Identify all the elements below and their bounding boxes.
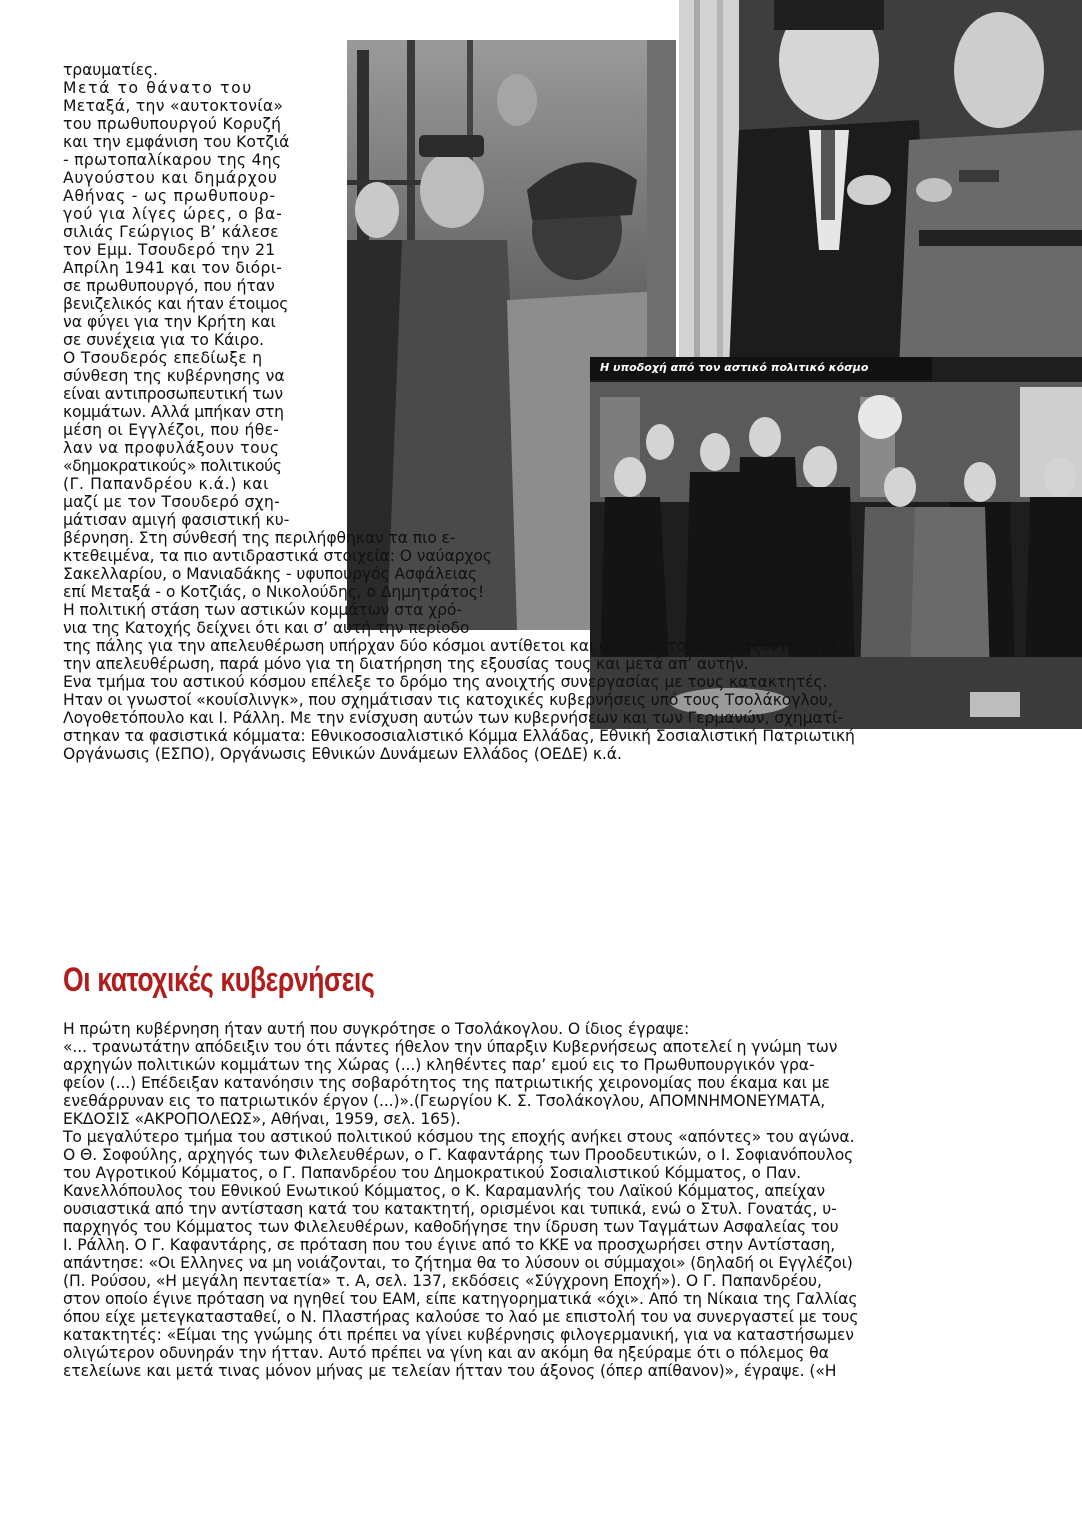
column-line: σε συνέχεια για το Κάιρο.: [63, 331, 265, 349]
body-line: Ο Θ. Σοφούλης, αρχηγός των Φιλελευθέρων, ο Γ. Καφαντάρης των Προοδευτικών, ο Ι. Σοφιανόπουλος: [63, 1146, 854, 1164]
column-line: λαν να προφυλάξουν τους: [63, 439, 280, 457]
column-line: κομμάτων. Αλλά μπήκαν στη: [63, 403, 284, 421]
mid-line: Η πολιτική στάση των αστικών κομμάτων στα χρό-: [63, 601, 462, 619]
body-line: στον οποίο έγινε πρόταση να ηγηθεί του ΕΑΜ, είπε κατηγορηματικά «όχι». Από τη Νίκαια της Γαλλίας: [63, 1290, 858, 1308]
column-line: μαζί με τον Τσουδερό σχη-: [63, 493, 281, 511]
body-line: παρχηγός του Κόμματος των Φιλελευθέρων, καθοδήγησε την ίδρυση των Ταγμάτων Ασφαλείας του: [63, 1218, 839, 1236]
mid-line: επί Μεταξά - ο Κοτζιάς, ο Νικολούδης, ο Δημητράτος!: [63, 583, 484, 601]
body-line: φείον (...) Επέδειξαν κατανόησιν της σοβαρότητος της πατριωτικής χειρονομίας που έκαμα και με: [63, 1074, 830, 1092]
column-line: του πρωθυπουργού Κορυζή: [63, 115, 282, 133]
body-line: ετελείωνε και μετά τινας μόνον μήνας με τελείαν ήτταν του άξονος (όπερ απίθανον)», έγραψε. («Η: [63, 1362, 837, 1380]
column-line: είναι αντιπροσωπευτική των: [63, 385, 283, 403]
column-line: Αθήνας - ως πρωθυπουρ-: [63, 187, 276, 205]
body-line: στηκαν τα φασιστικά κόμματα: Εθνικοσοσιαλιστικό Κόμμα Ελλάδας, Εθνική Σοσιαλιστική Πατριωτική: [63, 727, 855, 745]
mid-line: Σακελλαρίου, ο Μανιαδάκης - υφυπουργός Ασφάλειας: [63, 565, 477, 583]
body-line: Ενα τμήμα του αστικού κόσμου επέλεξε το δρόμο της ανοιχτής συνεργασίας με τους κατακτητές.: [63, 673, 828, 691]
body-line: Η πρώτη κυβέρνηση ήταν αυτή που συγκρότησε ο Τσολάκογλου. Ο ίδιος έγραψε:: [63, 1020, 690, 1038]
body-line: ενεθάρρυναν εις το πατριωτικόν έργον (...)».(Γεωργίου Κ. Σ. Τσολάκογλου, ΑΠΟΜΝΗΜΟΝΕΥΜΑΤΑ,: [63, 1092, 826, 1110]
body-line: κατακτητές: «Είμαι της γνώμης ότι πρέπει να γίνει κυβέρνησις φιλογερμανική, για να καταστήσωμεν: [63, 1326, 854, 1344]
column-line: μάτισαν αμιγή φασιστική κυ-: [63, 511, 290, 529]
section-heading: Οι κατοχικές κυβερνήσεις: [63, 961, 375, 999]
column-line: τον Εμμ. Τσουδερό την 21: [63, 241, 276, 259]
body-line: όπου είχε μετεγκατασταθεί, ο Ν. Πλαστήρας καλούσε το λαό με επιστολή του να συνεργαστεί με τους: [63, 1308, 859, 1326]
column-line: Απρίλη 1941 και τον διόρι-: [63, 259, 283, 277]
body-line: ολιγώτερον οδυνηράν την ήτταν. Αυτό πρέπει να γίνη και αν ακόμη θα ηξεύραμε ότι ο πόλεμος θα: [63, 1344, 829, 1362]
photo-caption-bar: [590, 357, 932, 380]
body-line: Λογοθετόπουλο και Ι. Ράλλη. Με την ενίσχυση αυτών των κυβερνήσεων και των Γερμανών, σχηματί-: [63, 709, 843, 727]
photo-two-men-laughing-image: [679, 0, 1082, 370]
column-line: Μετά το θάνατο του: [63, 79, 253, 97]
column-line: βενιζελικός και ήταν έτοιμος: [63, 295, 289, 313]
body-line: Ι. Ράλλη. Ο Γ. Καφαντάρης, σε πρόταση που του έγινε από το ΚΚΕ να προσχωρήσει στην Αντίσταση,: [63, 1236, 836, 1254]
column-line: σιλιάς Γεώργιος Β’ κάλεσε: [63, 223, 279, 241]
body-line: Οργάνωσις (ΕΣΠΟ), Οργάνωσις Εθνικών Δυνάμεων Ελλάδος (ΟΕΔΕ) κ.ά.: [63, 745, 622, 763]
column-line: Μεταξά, την «αυτοκτονία»: [63, 97, 284, 115]
body-line: την απελευθέρωση, παρά μόνο για τη διατήρηση της εξουσίας τους και μετά απ’ αυτήν.: [63, 655, 749, 673]
body-line: ουσιαστικά από την αντίσταση κατά του κατακτητή, ορισμένοι και τυπικά, ενώ ο Στυλ. Γονατάς, υ-: [63, 1200, 837, 1218]
photo-two-men-laughing: [676, 0, 1082, 373]
body-line: Ηταν οι γνωστοί «κουίσλινγκ», που σχημάτισαν τις κατοχικές κυβερνήσεις υπό τους Τσολάκογλου,: [63, 691, 833, 709]
body-line: «... τρανωτάτην απόδειξιν του ότι πάντες ήθελον την ύπαρξιν Κυβερνήσεως αποτελεί η γνώμη των: [63, 1038, 838, 1056]
mid-line: κτεθειμένα, τα πιο αντιδραστικά στοιχεία: Ο ναύαρχος: [63, 547, 492, 565]
body-line: Κανελλόπουλος του Εθνικού Ενωτικού Κόμματος, ο Κ. Καραμανλής του Λαϊκού Κόμματος, απείχαν: [63, 1182, 825, 1200]
mid-line: νια της Κατοχής δείχνει ότι και σ’ αυτή την περίοδο: [63, 619, 470, 637]
column-line: (Γ. Παπανδρέου κ.ά.) και: [63, 475, 270, 493]
column-line: Ο Τσουδερός επεδίωξε η: [63, 349, 263, 367]
body-line: Το μεγαλύτερο τμήμα του αστικού πολιτικού κόσμου της εποχής ανήκει στους «απόντες» του αγώνα.: [63, 1128, 855, 1146]
column-line: μέση οι Εγγλέζοι, που ήθε-: [63, 421, 280, 439]
column-line: Αυγούστου και δημάρχου: [63, 169, 278, 187]
column-line: σύνθεση της κυβέρνησης να: [63, 367, 285, 385]
column-line: να φύγει για την Κρήτη και: [63, 313, 276, 331]
body-line: απάντησε: «Οι Ελληνες να μη νοιάζονται, το ζήτημα θα το λύσουν οι σύμμαχοι» (δηλαδή οι Εγγλέζοι): [63, 1254, 853, 1272]
column-line: - πρωτοπαλίκαρου της 4ης: [63, 151, 282, 169]
column-line: γού για λίγες ώρες, ο βα-: [63, 205, 283, 223]
body-line: του Αγροτικού Κόμματος, ο Γ. Παπανδρέου του Δημοκρατικού Σοσιαλιστικού Κόμματος, ο Παν.: [63, 1164, 801, 1182]
column-line: και την εμφάνιση του Κοτζιά: [63, 133, 290, 151]
column-line: «δημοκρατικούς» πολιτικούς: [63, 457, 282, 475]
mid-line: βέρνηση. Στη σύνθεσή της περιλήφθηκαν τα πιο ε-: [63, 529, 456, 547]
column-line: σε πρωθυπουργό, που ήταν: [63, 277, 275, 295]
body-line: ΕΚΔΟΣΙΣ «ΑΚΡΟΠΟΛΕΩΣ», Αθήναι, 1959, σελ. 165).: [63, 1110, 461, 1128]
body-line: αρχηγών πολιτικών κομμάτων της Χώρας (...) κληθέντες παρ’ εμού εις το Πρωθυπουργικόν γρα-: [63, 1056, 815, 1074]
body-line: (Π. Ρούσου, «Η μεγάλη πενταετία» τ. Α, σελ. 137, εκδόσεις «Σύγχρονη Εποχή»). Ο Γ. Παπανδρέου,: [63, 1272, 822, 1290]
photo-caption: Η υποδοχή από τον αστικό πολιτικό κόσμο: [600, 361, 869, 374]
column-line: τραυματίες.: [63, 61, 158, 79]
body-line: της πάλης για την απελευθέρωση υπήρχαν δύο κόσμοι αντίθετοι και ότι οι αστοί δε νοιάζονταν για: [63, 637, 836, 655]
